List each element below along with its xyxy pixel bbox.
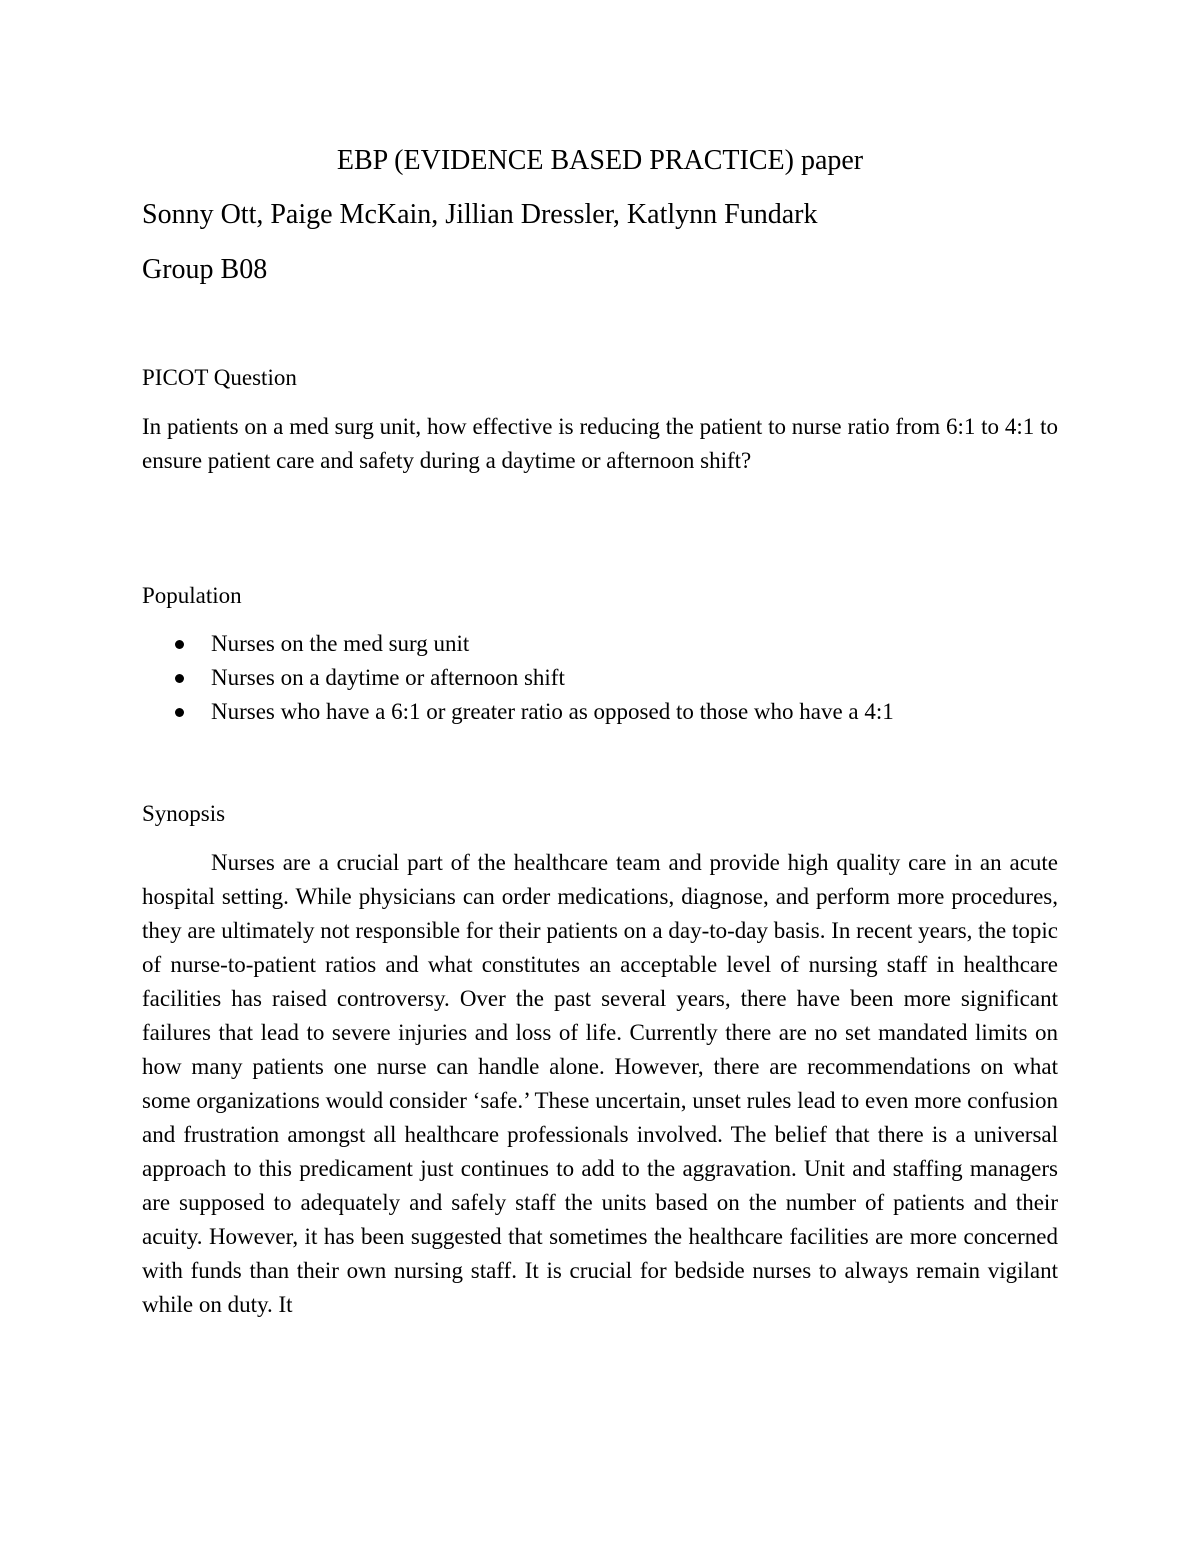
list-item-text: Nurses on the med surg unit	[211, 631, 470, 656]
paper-title: EBP (EVIDENCE BASED PRACTICE) paper	[336, 145, 864, 176]
synopsis-heading: Synopsis	[142, 801, 226, 826]
list-item	[142, 695, 894, 729]
bullet-icon	[175, 708, 184, 717]
list-item-text: Nurses who have a 6:1 or greater ratio as opposed to those who have a 4:1	[211, 699, 894, 724]
picot-question-text: In patients on a med surg unit, how effective is reducing the patient to nurse ratio from 6:1 to 4:1 to ensure patient care and safety during a daytime or afternoon shift?	[142, 414, 1058, 473]
synopsis-paragraph: Nurses are a crucial part of the healthcare team and provide high quality care in an acute hospital setting. While physicians can order medications, diagnose, and perform more procedures, they are ultimately not responsible for their patients on a day-to-day basis. In recent years, the topic of nurse-to-patient ratios and what constitutes an acceptable level of nursing staff in healthcare facilities has raised controversy. Over the past several years, there have been more significant failures that lead to severe injuries and loss of life. Currently there are no set mandated limits on how many patients one nurse can handle alone. However, there are recommendations on what some organizations would consider ‘safe.’ These uncertain, unset rules lead to even more confusion and frustration amongst all healthcare professionals involved. The belief that there is a universal approach to this predicament just continues to add to the aggravation. Unit and staffing managers are supposed to adequately and safely staff the units based on the number of patients and their acuity. However, it has been suggested that sometimes the healthcare facilities are more concerned with funds than their own nursing staff. It is crucial for bedside nurses to always remain vigilant while on duty. It	[142, 850, 1058, 1317]
group-label: Group B08	[142, 254, 268, 285]
list-item-text: Nurses on a daytime or afternoon shift	[211, 665, 565, 690]
bullet-icon	[175, 674, 184, 683]
list-item	[142, 661, 894, 695]
list-item	[142, 627, 894, 661]
population-heading: Population	[142, 583, 242, 608]
bullet-icon	[175, 640, 184, 649]
picot-heading: PICOT Question	[142, 365, 297, 390]
population-list	[142, 627, 894, 729]
author-list: Sonny Ott, Paige McKain, Jillian Dressler, Katlynn Fundark	[142, 199, 818, 230]
